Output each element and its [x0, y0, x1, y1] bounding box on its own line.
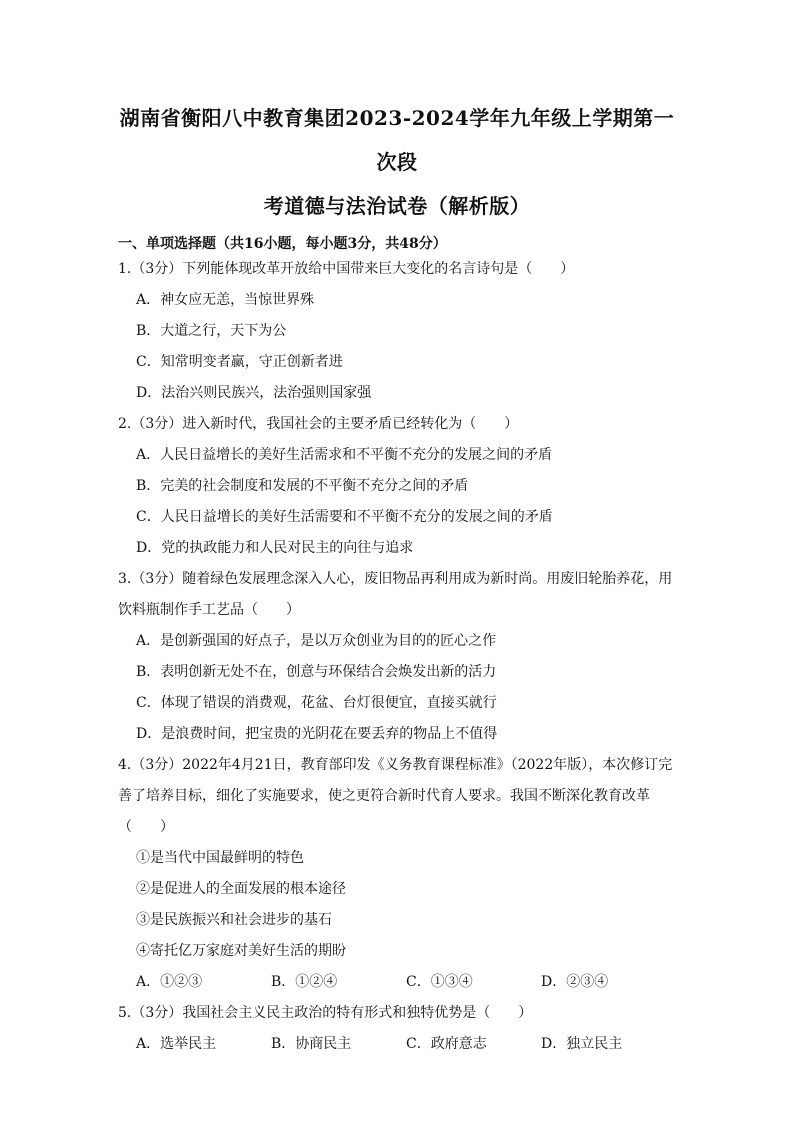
title-line-2: 考道德与法治试卷（解析版）: [263, 194, 531, 218]
option-a: A．人民日益增长的美好生活需求和不平衡不充分的发展之间的矛盾: [136, 447, 553, 463]
option-b: B．表明创新无处不在，创意与环保结合会焕发出新的活力: [136, 664, 497, 680]
option-a: A．①②③: [136, 974, 203, 990]
option-b: B．协商民主: [271, 1036, 352, 1052]
options-row: [118, 1029, 676, 1060]
page-title: [118, 96, 676, 228]
question-stem: 5.（3分）我国社会主义民主政治的特有形式和独特优势是（ ）: [118, 1005, 533, 1021]
section-heading: 一、单项选择题（共16小题，每小题3分，共48分）: [118, 236, 447, 252]
option-b: B．完美的社会制度和发展的不平衡不充分之间的矛盾: [136, 478, 469, 494]
question-stem-line-1: 3.（3分）随着绿色发展理念深入人心，废旧物品再利用成为新时尚。用废旧轮胎养花，用: [118, 571, 673, 587]
option-c: C．人民日益增长的美好生活需要和不平衡不充分的发展之间的矛盾: [136, 509, 553, 525]
option-d: D．独立民主: [541, 1036, 623, 1052]
question-stem: 1.（3分）下列能体现改革开放给中国带来巨大变化的名言诗句是（ ）: [118, 261, 575, 277]
option-d: D．②③④: [541, 974, 609, 990]
option-d: D．是浪费时间，把宝贵的光阴花在要丢弃的物品上不值得: [136, 726, 498, 742]
question-4: [118, 750, 676, 998]
option-c: C．知常明变者赢，守正创新者进: [136, 354, 343, 370]
option-a: A．是创新强国的好点子，是以万众创业为目的的匠心之作: [136, 633, 497, 649]
options-row: [118, 967, 676, 998]
title-line-1: 湖南省衡阳八中教育集团2023-2024学年九年级上学期第一次段: [119, 106, 675, 174]
option-a: A．神女应无恙，当惊世界殊: [136, 292, 315, 308]
option-c: C．体现了错误的消费观，花盆、台灯很便宜，直接买就行: [136, 695, 497, 711]
option-b: B．大道之行，天下为公: [136, 323, 287, 339]
question-3: [118, 564, 676, 750]
statement-2: ②是促进人的全面发展的根本途径: [136, 881, 346, 897]
option-d: D．党的执政能力和人民对民主的向往与追求: [136, 540, 414, 556]
question-stem-line-2: 善了培养目标，细化了实施要求，使之更符合新时代育人要求。我国不断深化教育改革: [118, 788, 650, 804]
question-stem-line-1: 4.（3分）2022年4月21日，教育部印发《义务教育课程标准》（2022年版），本次修订完: [118, 757, 673, 773]
statement-4: ④寄托亿万家庭对美好生活的期盼: [136, 943, 346, 959]
question-1: [118, 254, 676, 409]
statement-1: ①是当代中国最鲜明的特色: [136, 850, 304, 866]
option-b: B．①②④: [271, 974, 338, 990]
option-d: D．法治兴则民族兴，法治强则国家强: [136, 385, 372, 401]
question-2: [118, 409, 676, 564]
question-stem-line-3: （ ）: [118, 819, 174, 835]
option-a: A．选举民主: [136, 1036, 217, 1052]
option-c: C．政府意志: [406, 1036, 487, 1052]
question-stem: 2.（3分）进入新时代，我国社会的主要矛盾已经转化为（ ）: [118, 416, 519, 432]
statement-3: ③是民族振兴和社会进步的基石: [136, 912, 332, 928]
question-stem-line-2: 饮料瓶制作手工艺品（ ）: [118, 602, 300, 618]
option-c: C．①③④: [406, 974, 473, 990]
question-5: [118, 998, 676, 1060]
